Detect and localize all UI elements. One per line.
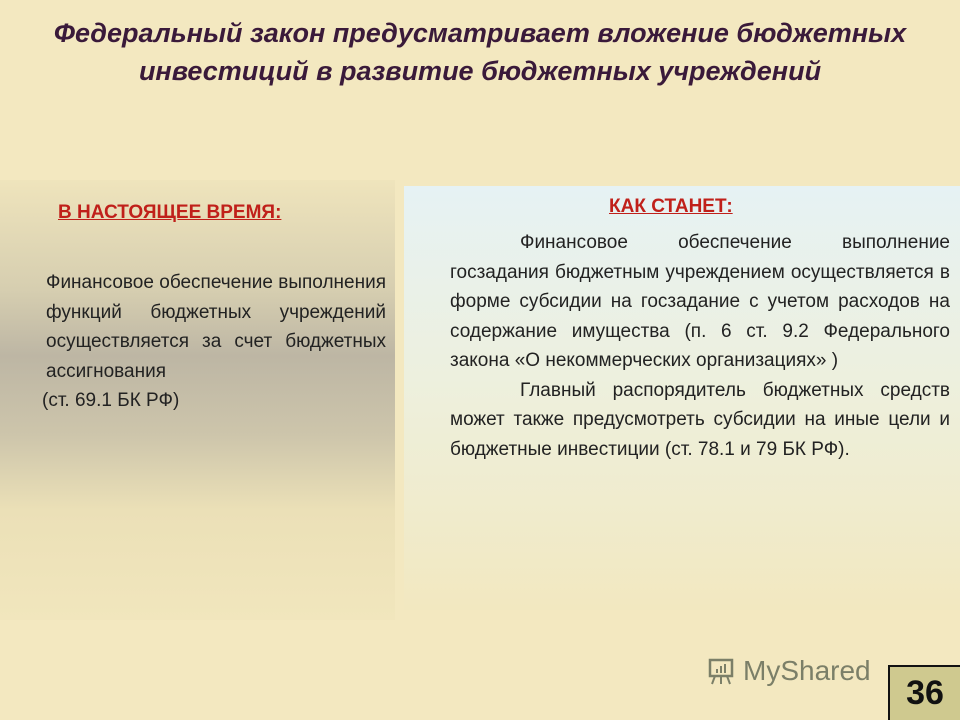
current-state-reference: (ст. 69.1 БК РФ) <box>42 390 180 411</box>
current-state-text <box>42 268 386 416</box>
page-number: 36 <box>888 665 960 720</box>
future-state-heading: КАК СТАНЕТ: <box>609 196 733 217</box>
slide-title: Федеральный закон предусматривает вложение бюджетных инвестиций в развитие бюджетных учреждений <box>53 18 907 86</box>
current-state-heading: В НАСТОЯЩЕЕ ВРЕМЯ: <box>58 202 282 223</box>
future-state-panel <box>404 186 960 610</box>
future-state-paragraph-1: Финансовое обеспечение выполнение госзадания бюджетным учреждением осуществляется в форме субсидии на госзадание с учетом расходов на содержание имущества (п. 6 ст. 9.2 Федерального закона «О некоммерческих организациях» ) <box>450 232 950 371</box>
current-state-panel <box>0 180 395 620</box>
future-state-text <box>450 228 950 464</box>
watermark-text: MyShared <box>743 655 871 686</box>
presentation-board-icon <box>705 655 737 687</box>
future-state-paragraph-2: Главный распорядитель бюджетных средств может также предусмотреть субсидии на иные цели и бюджетные инвестиции (ст. 78.1 и 79 БК РФ). <box>450 379 950 460</box>
watermark-logo <box>705 655 871 687</box>
current-state-paragraph: Финансовое обеспечение выполнения функций бюджетных учреждений осуществляется за счет бюджетных ассигнования <box>46 272 386 382</box>
